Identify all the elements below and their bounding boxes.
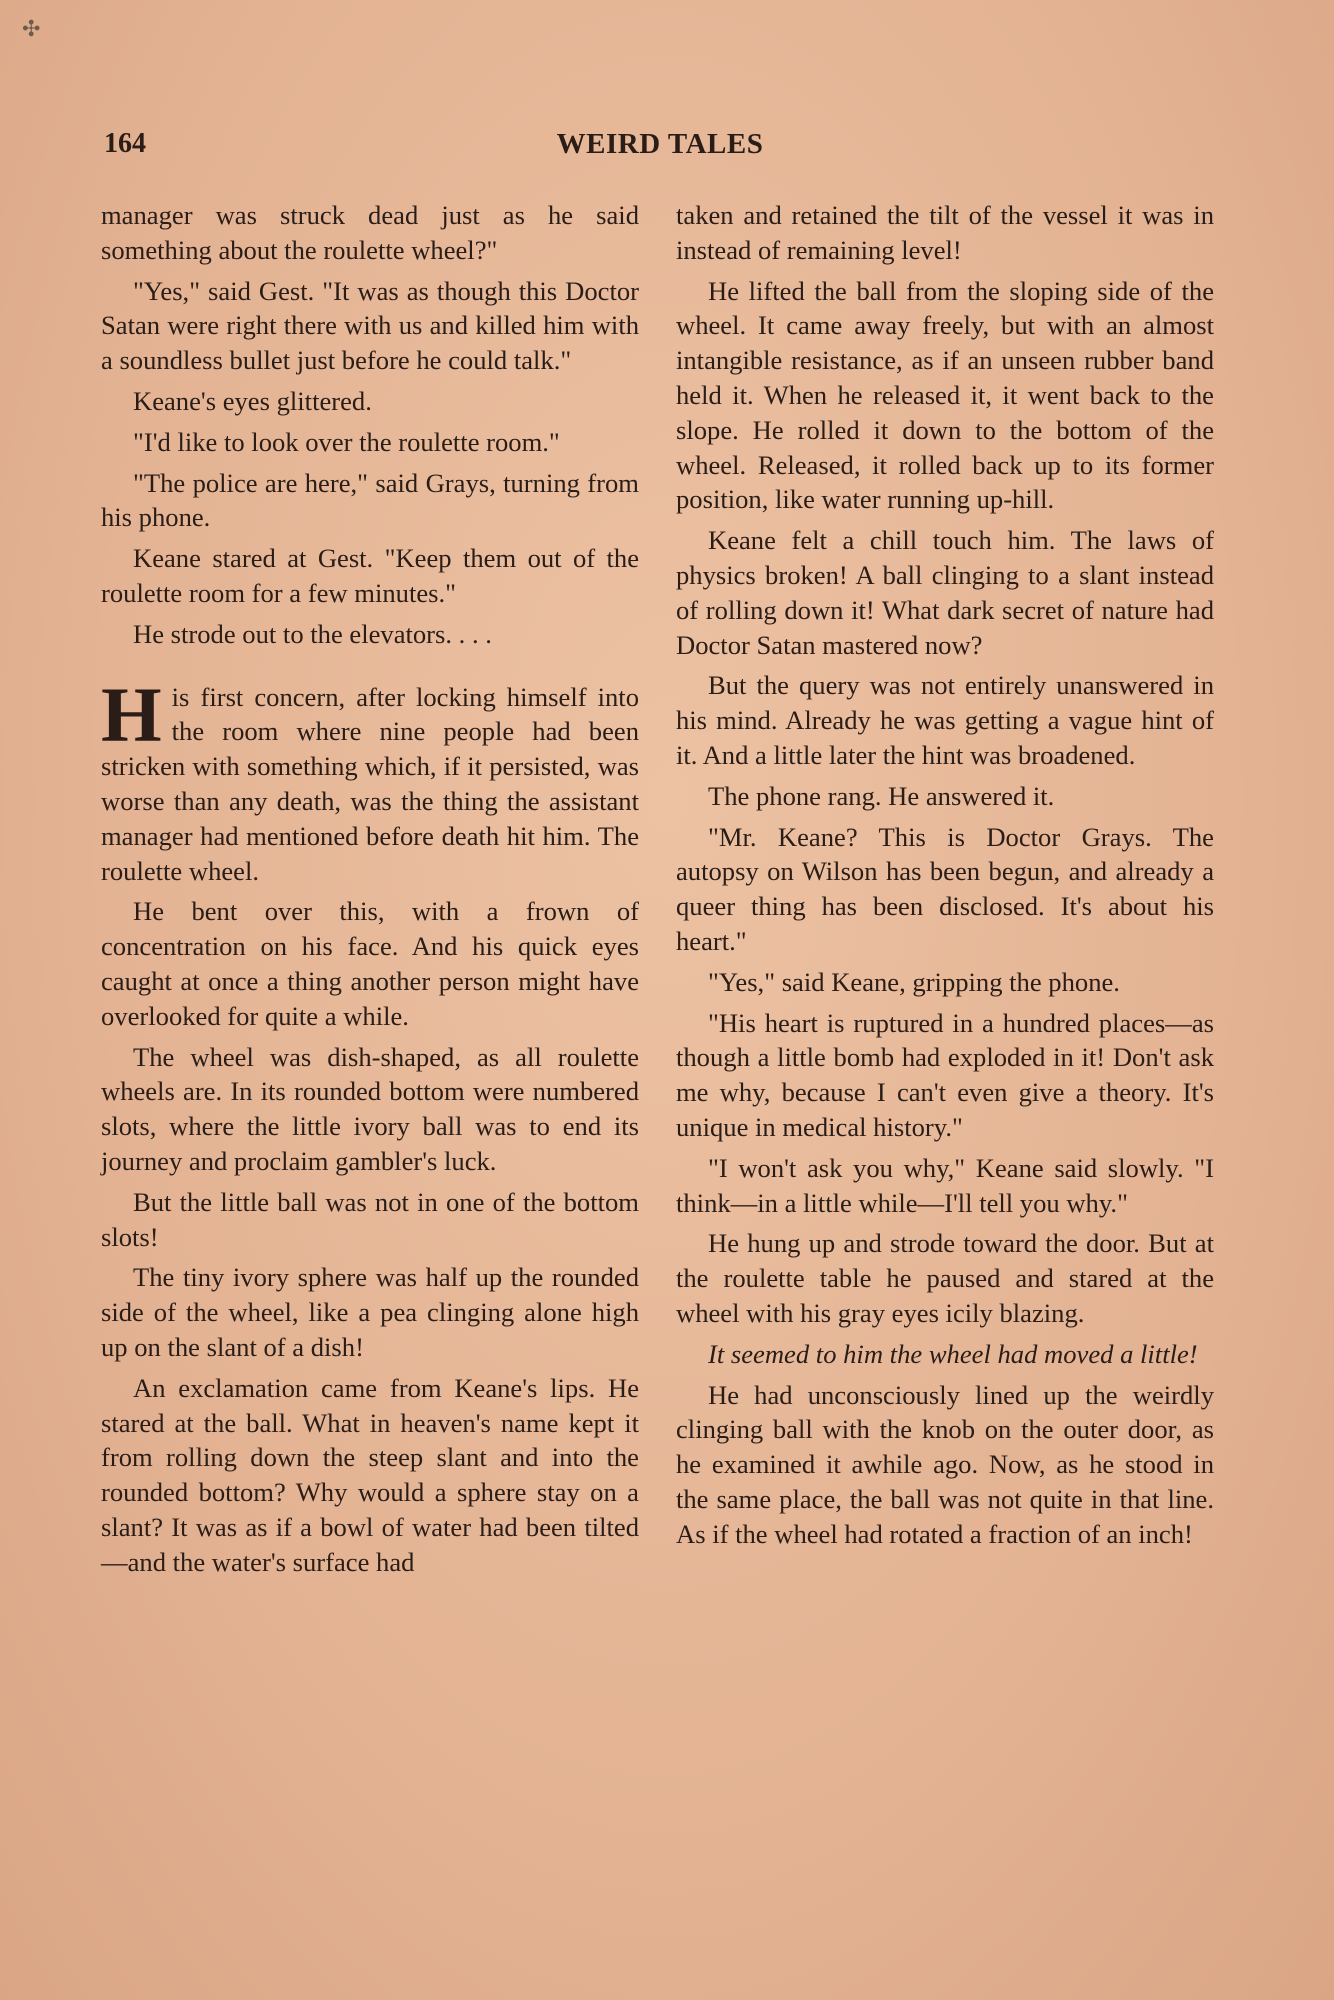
paragraph: "His heart is ruptured in a hundred places—as though a little bomb had exploded in it! Don't ask me why, because I can't even give a theory. It's unique in medical history." [676, 1007, 1214, 1142]
paragraph: He had unconsciously lined up the weirdly clinging ball with the knob on the outer door, as he examined it awhile ago. Now, as he stood in the same place, the ball was not quite in that line. As if the wheel had rotated a fraction of an inch! [676, 1379, 1214, 1549]
paragraph: The phone rang. He answered it. [708, 780, 1055, 811]
running-title: WEIRD TALES [556, 128, 764, 160]
paragraph: He bent over this, with a frown of concentration on his face. And his quick eyes caught at once a thing another person might have overlooked for quite a while. [101, 896, 639, 1031]
page-header [104, 128, 1216, 172]
paragraph: manager was struck dead just as he said something about the roulette wheel?" [101, 200, 639, 265]
paragraph: taken and retained the tilt of the vessel it was in instead of remaining level! [676, 200, 1214, 265]
paragraph: "I won't ask you why," Keane said slowly. "I think—in a little while—I'll tell you why." [676, 1152, 1214, 1218]
paragraph: It seemed to him the wheel had moved a little! [708, 1338, 1198, 1369]
drop-cap: H [101, 670, 162, 758]
paragraph: "I'd like to look over the roulette room." [133, 426, 560, 457]
paragraph: Keane stared at Gest. "Keep them out of the roulette room for a few minutes." [101, 543, 639, 608]
paragraph: He strode out to the elevators. . . . [133, 618, 492, 649]
paragraph: "Yes," said Keane, gripping the phone. [708, 966, 1120, 997]
paragraph: Keane's eyes glittered. [133, 385, 372, 416]
paragraph: He hung up and strode toward the door. But at the roulette table he paused and stared at the wheel with his gray eyes icily blazing. [676, 1228, 1214, 1328]
paragraph: "The police are here," said Grays, turning from his phone. [101, 467, 639, 533]
paragraph: "Yes," said Gest. "It was as though this Doctor Satan were right there with us and killed him with a soundless bullet just before he could talk." [101, 275, 639, 376]
paragraph: The tiny ivory sphere was half up the rounded side of the wheel, like a pea clinging alone high up on the slant of a dish! [101, 1262, 639, 1362]
page-number: 164 [104, 128, 146, 159]
paragraph: But the little ball was not in one of the bottom slots! [101, 1186, 639, 1252]
paragraph: An exclamation came from Keane's lips. He stared at the ball. What in heaven's name kept it from rolling down the steep slant and into the rounded bottom? Why would a sphere stay on a slant? It was as if a bowl of water had been tilted—and the water's surface had [101, 1372, 639, 1577]
right-column [676, 198, 1214, 1557]
paragraph: He lifted the ball from the sloping side of the wheel. It came away freely, but with an almost intangible resistance, as if an unseen rubber band held it. When he released it, it went back to the slope. He rolled it down to the bottom of the wheel. Released, it rolled back up to its former position, like water running up-hill. [676, 275, 1214, 515]
left-column [101, 198, 639, 1585]
paragraph [101, 670, 639, 889]
paragraph: But the query was not entirely unanswered in his mind. Already he was getting a vague hint of it. And a little later the hint was broadened. [676, 670, 1214, 770]
paragraph: Keane felt a chill touch him. The laws of physics broken! A ball clinging to a slant instead of rolling down it! What dark secret of nature had Doctor Satan mastered now? [676, 525, 1214, 660]
paragraph: The wheel was dish-shaped, as all roulette wheels are. In its rounded bottom were numbered slots, where the little ivory ball was to end its journey and proclaim gambler's luck. [101, 1041, 639, 1176]
paragraph-text: is first concern, after locking himself into the room where nine people had been stricken with something which, if it persisted, was worse than any death, was the thing the assistant manager had mentioned before death hit him. The roulette wheel. [101, 681, 639, 886]
ink-smudge-icon: ✣ [22, 16, 41, 41]
paragraph: "Mr. Keane? This is Doctor Grays. The autopsy on Wilson has been begun, and already a queer thing has been disclosed. It's about his heart." [676, 821, 1214, 956]
